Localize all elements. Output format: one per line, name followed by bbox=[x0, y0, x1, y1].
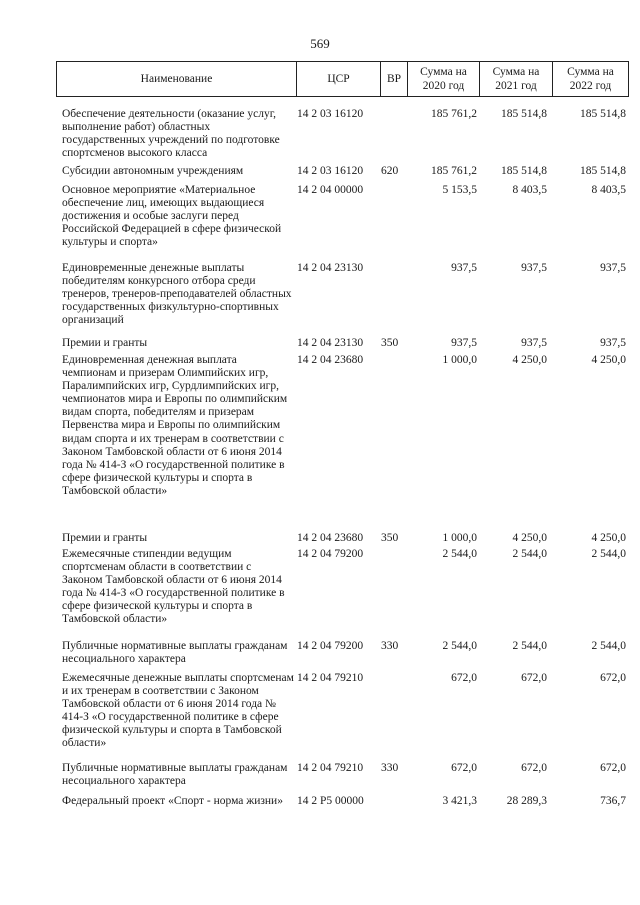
header-csr: ЦСР bbox=[327, 73, 350, 85]
row-csr: 14 2 04 00000 bbox=[297, 184, 364, 196]
row-name: Премии и гранты bbox=[62, 337, 148, 349]
row-name: Федеральный проект «Спорт - норма жизни» bbox=[62, 795, 283, 807]
row-sum-2020: 1 000,0 bbox=[442, 354, 477, 366]
row-csr: 14 2 03 16120 bbox=[297, 165, 364, 177]
row-sum-2022: 937,5 bbox=[600, 337, 626, 349]
row-csr: 14 2 04 23680 bbox=[297, 354, 364, 366]
row-sum-2020: 937,5 bbox=[451, 337, 477, 349]
row-sum-2020: 5 153,5 bbox=[442, 184, 477, 196]
header-vr: ВР bbox=[386, 73, 402, 85]
row-sum-2022: 185 514,8 bbox=[580, 165, 626, 177]
row-sum-2021: 937,5 bbox=[521, 262, 547, 274]
row-name: Премии и гранты bbox=[62, 532, 148, 544]
row-sum-2020: 185 761,2 bbox=[431, 165, 477, 177]
row-sum-2022: 4 250,0 bbox=[591, 354, 626, 366]
header-bottom-border bbox=[56, 96, 629, 97]
row-csr: 14 2 04 23130 bbox=[297, 262, 364, 274]
row-sum-2021: 185 514,8 bbox=[501, 108, 547, 120]
row-csr: 14 2 04 23680 bbox=[297, 532, 364, 544]
row-name: Основное мероприятие «Материальное обеспечение лиц, имеющих выдающиеся достижения и особые заслуги перед Российской Федерацией в сфере физической культуры и спорта» bbox=[62, 184, 282, 249]
row-sum-2021: 4 250,0 bbox=[512, 532, 547, 544]
row-csr: 14 2 04 79200 bbox=[297, 640, 364, 652]
header-top-border bbox=[56, 61, 629, 62]
header-sum2021-line2: 2021 год bbox=[495, 80, 537, 92]
row-csr: 14 2 03 16120 bbox=[297, 108, 364, 120]
header-sum2022-line2: 2022 год bbox=[569, 80, 612, 92]
row-vr: 620 bbox=[381, 165, 399, 177]
row-sum-2021: 185 514,8 bbox=[501, 165, 547, 177]
row-vr: 330 bbox=[381, 762, 399, 774]
row-csr: 14 2 04 79200 bbox=[297, 548, 364, 560]
row-name: Субсидии автономным учреждениям bbox=[62, 165, 244, 177]
row-sum-2021: 672,0 bbox=[521, 762, 547, 774]
row-vr: 350 bbox=[381, 532, 399, 544]
row-name: Обеспечение деятельности (оказание услуг, выполнение работ) областных государственных учреждений по подготовке спортсменов высокого класса bbox=[62, 108, 280, 160]
row-name: Публичные нормативные выплаты гражданам несоциального характера bbox=[62, 762, 288, 788]
row-name: Единовременные денежные выплаты победителям конкурсного отбора среди тренеров, тренеров-преподавателей областных государственных физкультурно-спортивных организаций bbox=[62, 262, 292, 327]
page-number: 569 bbox=[310, 36, 330, 51]
header-sum2020-line2: 2020 год bbox=[422, 80, 465, 92]
row-name: Ежемесячные денежные выплаты спортсменам и их тренерам в соответствии с Законом Тамбовской области от 6 июня 2014 года № 414-З «О государственной политике в сфере физической культуры и спорта в Тамбовской области» bbox=[62, 672, 294, 750]
row-sum-2021: 8 403,5 bbox=[512, 184, 547, 196]
row-sum-2021: 2 544,0 bbox=[512, 640, 547, 652]
row-csr: 14 2 04 79210 bbox=[297, 762, 364, 774]
row-sum-2020: 1 000,0 bbox=[442, 532, 477, 544]
row-sum-2022: 736,7 bbox=[600, 795, 626, 807]
row-sum-2021: 937,5 bbox=[521, 337, 547, 349]
header-sum2022-line1: Сумма на bbox=[567, 66, 614, 78]
row-sum-2020: 185 761,2 bbox=[431, 108, 477, 120]
row-sum-2022: 4 250,0 bbox=[591, 532, 626, 544]
row-sum-2020: 2 544,0 bbox=[442, 640, 477, 652]
row-sum-2022: 672,0 bbox=[600, 762, 626, 774]
row-sum-2022: 2 544,0 bbox=[591, 548, 626, 560]
row-csr: 14 2 04 79210 bbox=[297, 672, 364, 684]
row-sum-2021: 28 289,3 bbox=[506, 795, 547, 807]
header-name: Наименование bbox=[140, 73, 213, 85]
row-sum-2021: 2 544,0 bbox=[512, 548, 547, 560]
row-vr: 350 bbox=[381, 337, 399, 349]
row-csr: 14 2 04 23130 bbox=[297, 337, 364, 349]
row-sum-2022: 672,0 bbox=[600, 672, 626, 684]
row-sum-2020: 3 421,3 bbox=[442, 795, 477, 807]
row-sum-2022: 937,5 bbox=[600, 262, 626, 274]
row-sum-2022: 2 544,0 bbox=[591, 640, 626, 652]
row-name: Единовременная денежная выплата чемпионам и призерам Олимпийских игр, Паралимпийских игр, Сурдлимпийских игр, чемпионатов мира и Европы по олимпийским видам спорта, победителям и призерам Первенства мира и Европы по олимпийским видам спорта и их тренерам в соответствии с Законом Тамбовской области от 6 июня 2014 года № 414-З «О государственной политике в сфере физической культуры и спорта в Тамбовской области» bbox=[62, 354, 288, 497]
row-sum-2020: 2 544,0 bbox=[442, 548, 477, 560]
row-sum-2020: 672,0 bbox=[451, 762, 477, 774]
row-sum-2021: 4 250,0 bbox=[512, 354, 547, 366]
header-divider bbox=[628, 61, 629, 97]
row-name: Ежемесячные стипендии ведущим спортсменам области в соответствии с Законом Тамбовской области от 6 июня 2014 года № 414-З «О государственной политике в сфере физической культуры и спорта в Тамбовской области» bbox=[62, 548, 285, 626]
row-sum-2020: 937,5 bbox=[451, 262, 477, 274]
row-name: Публичные нормативные выплаты гражданам несоциального характера bbox=[62, 640, 288, 666]
row-vr: 330 bbox=[381, 640, 399, 652]
row-csr: 14 2 P5 00000 bbox=[297, 795, 364, 807]
row-sum-2020: 672,0 bbox=[451, 672, 477, 684]
row-sum-2022: 8 403,5 bbox=[591, 184, 626, 196]
header-sum2021-line1: Сумма на bbox=[492, 66, 540, 78]
row-sum-2021: 672,0 bbox=[521, 672, 547, 684]
header-sum2020-line1: Сумма на bbox=[420, 66, 467, 78]
row-sum-2022: 185 514,8 bbox=[580, 108, 626, 120]
